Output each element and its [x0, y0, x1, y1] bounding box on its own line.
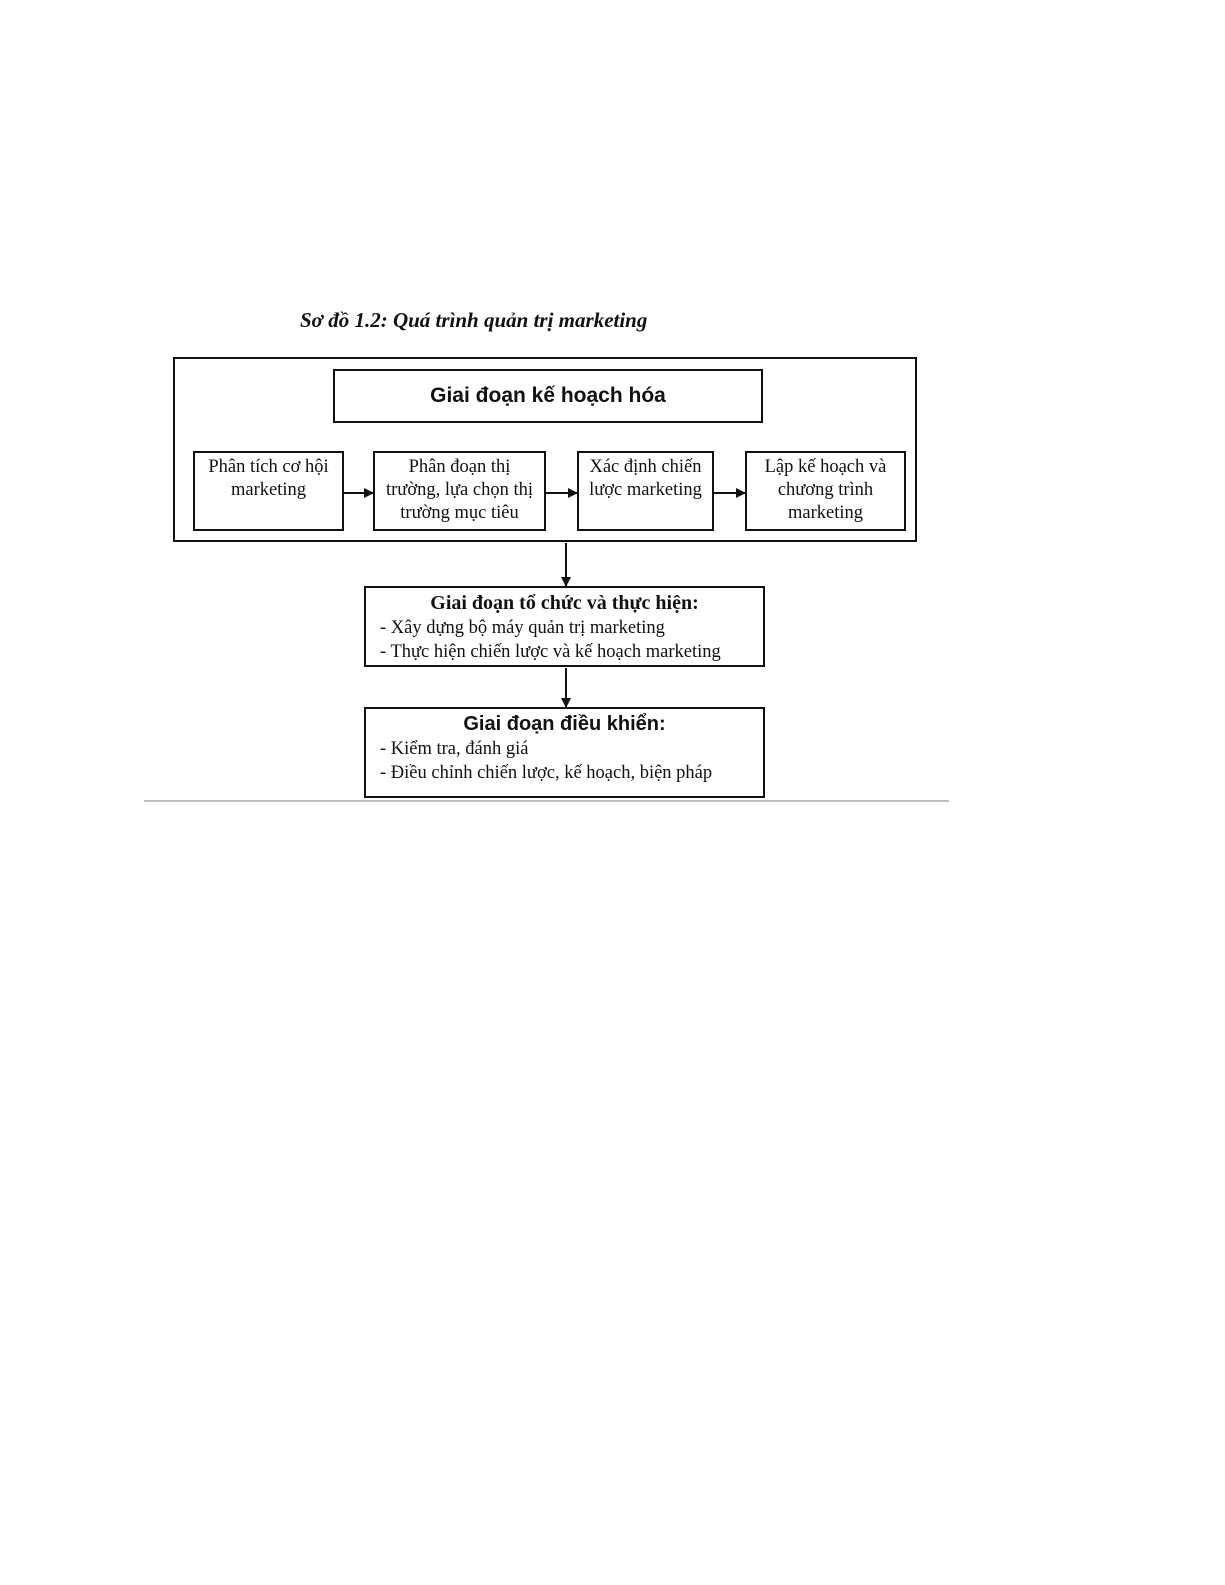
organizing-phase-heading: Giai đoạn tổ chức và thực hiện:	[430, 592, 699, 614]
organizing-phase-box	[364, 586, 765, 667]
control-item: - Kiểm tra, đánh giá	[380, 739, 529, 759]
control-phase-heading: Giai đoạn điều khiển:	[463, 713, 666, 735]
organizing-item: - Thực hiện chiến lược và kế hoạch marketing	[380, 642, 721, 662]
control-phase-box	[364, 707, 765, 798]
planning-phase-heading: Giai đoạn kế hoạch hóa	[333, 369, 763, 423]
step-opportunity-analysis: Phân tích cơ hội marketing	[193, 451, 344, 531]
organizing-item: - Xây dựng bộ máy quản trị marketing	[380, 618, 665, 638]
divider-line	[144, 800, 949, 802]
step-market-segmentation: Phân đoạn thị trường, lựa chọn thị trường mục tiêu	[373, 451, 546, 531]
diagram-title: Sơ đồ 1.2: Quá trình quản trị marketing	[300, 308, 648, 332]
control-item: - Điều chỉnh chiến lược, kế hoạch, biện pháp	[380, 763, 713, 783]
step-strategy-definition: Xác định chiến lược marketing	[577, 451, 714, 531]
step-plan-and-program: Lập kế hoạch và chương trình marketing	[745, 451, 906, 531]
